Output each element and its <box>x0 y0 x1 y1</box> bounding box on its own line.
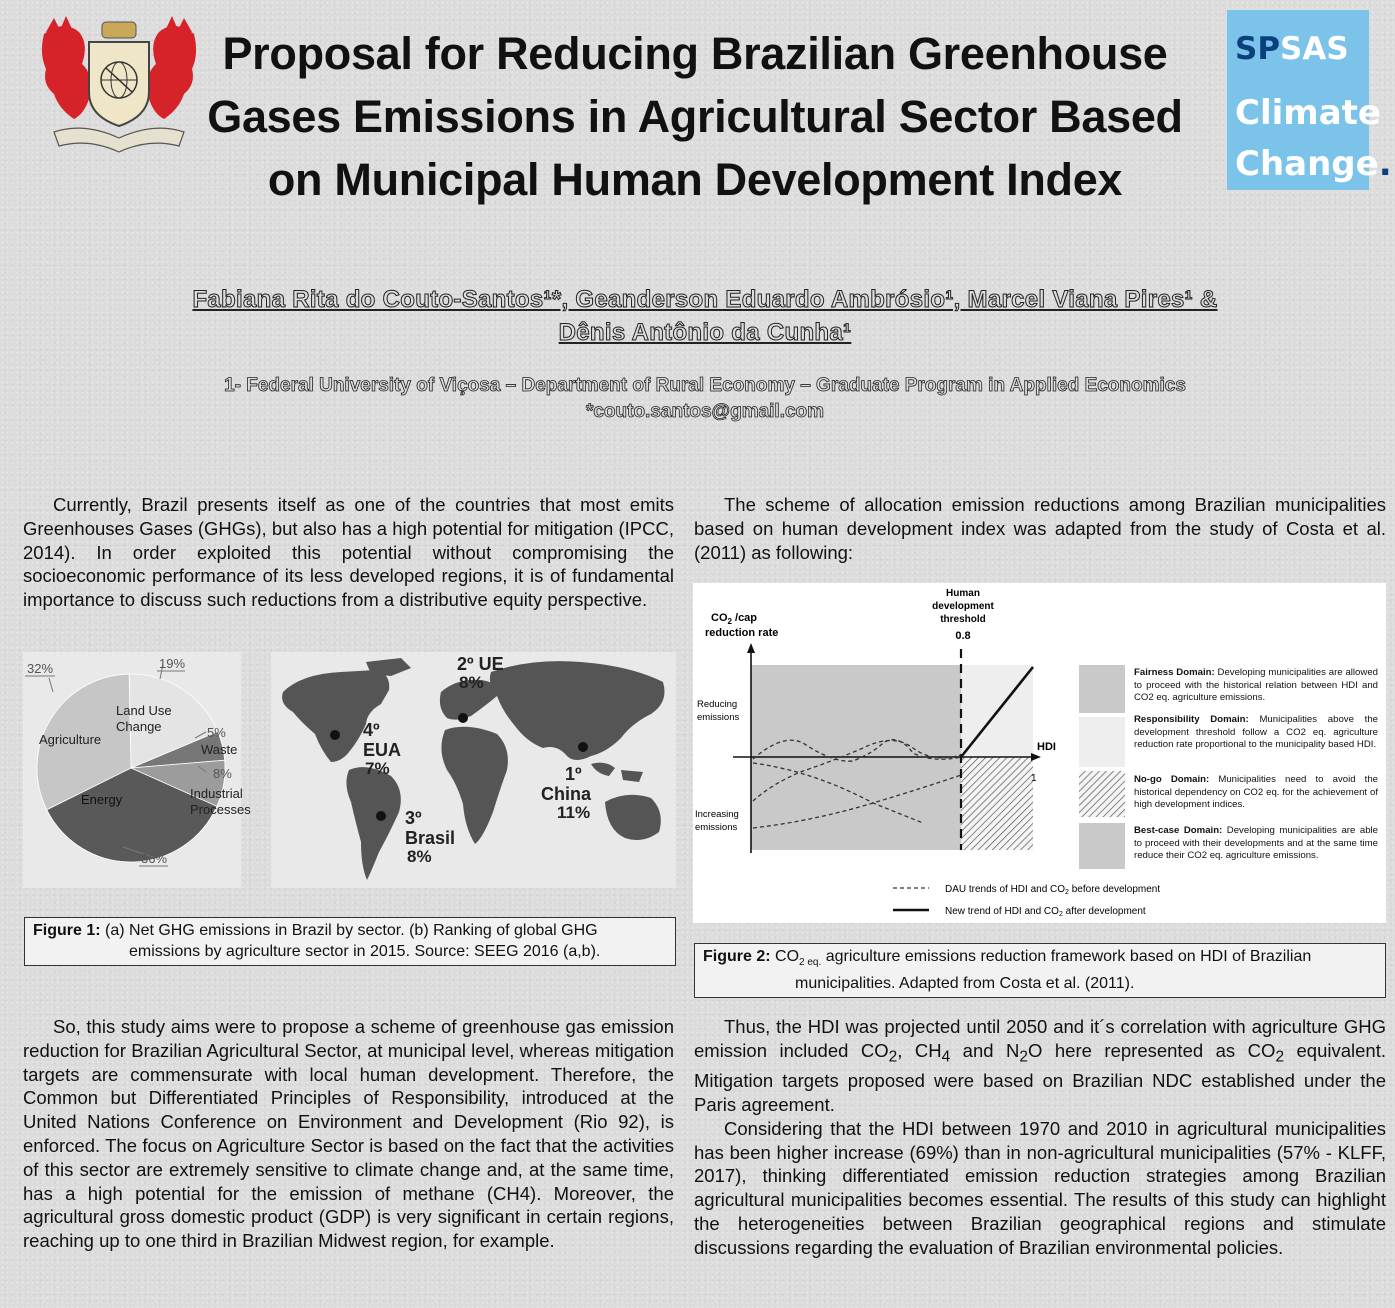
results-text-a3: and N <box>950 1039 1020 1061</box>
best-case-swatch <box>1079 823 1125 869</box>
pct-china: 11% <box>557 803 591 822</box>
figure-2-caption <box>694 943 1386 998</box>
rank-eua-1: 4º <box>363 720 380 740</box>
pie-label-land-use-2: Change <box>116 719 162 734</box>
contact-email[interactable]: *couto.santos@gmail.com <box>585 401 825 422</box>
results-text-a5: equivalent. Mitigation targets proposed were based on Brazilian NDC established under the Paris agreement. <box>694 1039 1386 1116</box>
marker-brasil <box>376 811 386 821</box>
figure-2-caption-sub: 2 eq. <box>799 957 822 969</box>
figure-1-label: Figure 1: <box>33 922 101 939</box>
affiliation-block <box>60 373 1350 425</box>
sub-2c: 2 <box>1275 1048 1285 1066</box>
logo-dot: . <box>1378 144 1392 184</box>
author-line-2: Dênis Antônio da Cunha¹ <box>558 319 852 346</box>
pie-label-land-use-1: Land Use <box>116 703 172 718</box>
pie-pct-agriculture: 32% <box>27 661 54 676</box>
pie-pct-land-use: 19% <box>159 656 186 671</box>
fairness-swatch <box>1079 665 1125 713</box>
rank-brasil-1: 3º <box>405 808 422 828</box>
results-text-a1: Thus, the HDI was projected until 2050 and it´s correlation with agriculture GHG emission included CO <box>694 1016 1386 1061</box>
reducing-emissions-label-2: emissions <box>697 712 740 723</box>
pct-ue: 8% <box>459 673 484 692</box>
figure-1-caption <box>24 917 676 966</box>
sub-4: 4 <box>941 1048 951 1066</box>
aims-paragraph <box>23 1015 674 1253</box>
fairness-domain-desc: Fairness Domain: Developing municipalities are allowed to proceed with the historical relation between HDI and CO2 eq. agriculture emissions. <box>1134 667 1378 704</box>
hdi-axis-label: HDI <box>1037 741 1056 753</box>
spsas-climate-change-logo <box>1227 10 1392 190</box>
marker-china <box>578 742 588 752</box>
logo-text-sas: SAS <box>1280 31 1349 67</box>
rank-china-1: 1º <box>565 764 582 784</box>
figure-1-caption-line1: (a) Net GHG emissions in Brazil by sector. (b) Ranking of global GHG <box>100 922 598 939</box>
threshold-value: 0.8 <box>955 630 971 642</box>
best-case-domain-desc: Best-case Domain: Developing municipalities are able to proceed with their developments and at the same time reduce their CO2 eq. agriculture emissions. <box>1134 825 1379 862</box>
marker-eua <box>330 730 340 740</box>
no-go-domain-area <box>961 757 1033 850</box>
pie-pct-waste: 5% <box>207 725 226 740</box>
results-text-a2: , CH <box>897 1039 942 1061</box>
fig2-ylabel: $CO_2$ /cap <box>711 612 758 626</box>
logo-text-change: Change <box>1235 144 1379 184</box>
threshold-label-1: Human <box>946 588 980 599</box>
pie-label-waste: Waste <box>201 742 238 757</box>
pie-label-agriculture: Agriculture <box>39 732 102 747</box>
pie-pct-energy: 36% <box>141 851 168 866</box>
legend-dau-trend: DAU trends of HDI and $CO_2$ before development <box>945 884 1161 896</box>
figure-1b-world-map <box>271 652 676 888</box>
best-case-domain-area <box>751 757 961 850</box>
rank-china-2: China <box>541 784 592 804</box>
figure-1-caption-line2: emissions by agriculture sector in 2015. Source: SEEG 2016 (a,b). <box>129 943 601 960</box>
author-list <box>60 283 1350 349</box>
rank-eua-2: EUA <box>363 740 402 760</box>
legend-new-trend: New trend of HDI and $CO_2$ after development <box>945 906 1146 918</box>
pie-label-industrial-2: Processes <box>190 802 251 817</box>
pie-label-industrial-1: Industrial <box>190 786 243 801</box>
figure-1a-pie-chart <box>23 652 251 888</box>
figure-2-caption-line2: municipalities. Adapted from Costa et al. (2011). <box>795 975 1135 993</box>
reducing-emissions-label-1: Reducing <box>697 699 738 710</box>
threshold-label-2: development <box>932 601 994 612</box>
author-line-1: Fabiana Rita do Couto-Santos¹*, Geanderson Eduardo Ambrósio¹, Marcel Viana Pires¹ & <box>192 286 1218 313</box>
responsibility-swatch <box>1079 717 1125 767</box>
pct-eua: 7% <box>365 759 390 778</box>
no-go-domain-desc: No-go Domain: Municipalities need to avoid the historical dependency on CO2 eq. for the achievement of high development indices. <box>1134 774 1378 811</box>
affiliation: 1- Federal University of Viçosa – Department of Rural Economy – Graduate Program in Applied Economics <box>224 375 1186 396</box>
figure-2-caption-line1: agriculture emissions reduction framework based on HDI of Brazilian <box>821 948 1312 965</box>
pct-brasil: 8% <box>407 847 432 866</box>
rank-brasil-2: Brasil <box>405 828 456 848</box>
scheme-text: The scheme of allocation emission reductions among Brazilian municipalities based on human development index was adapted from the study of Costa et al. (2011) as following: <box>694 494 1386 563</box>
hdi-axis-end: 1 <box>1031 773 1037 784</box>
aims-text: So, this study aims were to propose a scheme of greenhouse gas emission reduction for Brazilian Agricultural Sector, at municipal level, whereas mitigation targets are commensurate with local human development. Therefore, the Common but Differentiated Principles of Responsibility, introduced at the United Nations Conference on Environment and Development (Rio 92), is enforced. The focus on Agriculture Sector is based on the fact that the activities of this sector are extremely sensitive to climate change and, at the same time, has a high potential for the emission of methane (CH4). Moreover, the agricultural gross domestic product (GDP) is very significant in certain regions, reaching up to one third in Brazilian Midwest region, for example. <box>23 1016 674 1252</box>
fairness-domain-area <box>751 665 961 757</box>
increasing-emissions-label-1: Increasing <box>695 809 739 820</box>
intro-paragraph <box>23 493 674 612</box>
rank-ue: 2º UE <box>457 654 504 674</box>
scheme-paragraph <box>694 493 1386 564</box>
results-text-a4: O here represented as CO <box>1028 1039 1276 1061</box>
university-crest-logo <box>34 14 204 159</box>
increasing-emissions-label-2: emissions <box>695 822 738 833</box>
results-text-b: Considering that the HDI between 1970 and 2010 in agricultural municipalities has been higher increase (69%) than in non-agricultural municipalities (57% - KLFF, 2017), thinking differentiated emission reduction strategies among Brazilian agricultural municipalities becomes essential. The results of this study can highlight the heterogeneities between Brazilian geographical regions and stimulate discussions regarding the evaluation of Brazilian environmental policies. <box>694 1117 1386 1258</box>
logo-text-sp: SP <box>1235 31 1281 67</box>
poster-title: Proposal for Reducing Brazilian Greenhouse Gases Emissions in Agricultural Sector Based on Municipal Human Development Index <box>207 28 1183 205</box>
intro-text: Currently, Brazil presents itself as one of the countries that most emits Greenhouses Gases (GHGs), but also has a high potential for mitigation (IPCC, 2014). In order exploited this potential without compromising the socioeconomic performance of its less developed regions, it is of fundamental importance to discuss such reductions from a distributive equity perspective. <box>23 494 674 611</box>
figure-2-caption-co: CO <box>770 948 800 965</box>
sub-2b: 2 <box>1019 1048 1028 1066</box>
pie-pct-industrial: 8% <box>213 766 232 781</box>
results-paragraph <box>694 1015 1386 1260</box>
marker-ue <box>458 713 468 723</box>
fig2-ylabel-line2: reduction rate <box>705 627 779 639</box>
figure-2-label: Figure 2: <box>703 948 771 965</box>
responsibility-domain-desc: Responsibility Domain: Municipalities above the development threshold follow a CO2 eq. agriculture reduction rate proportional to the municipality based HDI. <box>1134 714 1378 751</box>
figure-2-framework-diagram <box>693 583 1386 923</box>
no-go-swatch <box>1079 771 1125 817</box>
sub-2a: 2 <box>888 1048 898 1066</box>
logo-text-climate: Climate <box>1235 93 1381 133</box>
pie-label-energy: Energy <box>81 792 123 807</box>
threshold-label-3: threshold <box>940 614 986 625</box>
